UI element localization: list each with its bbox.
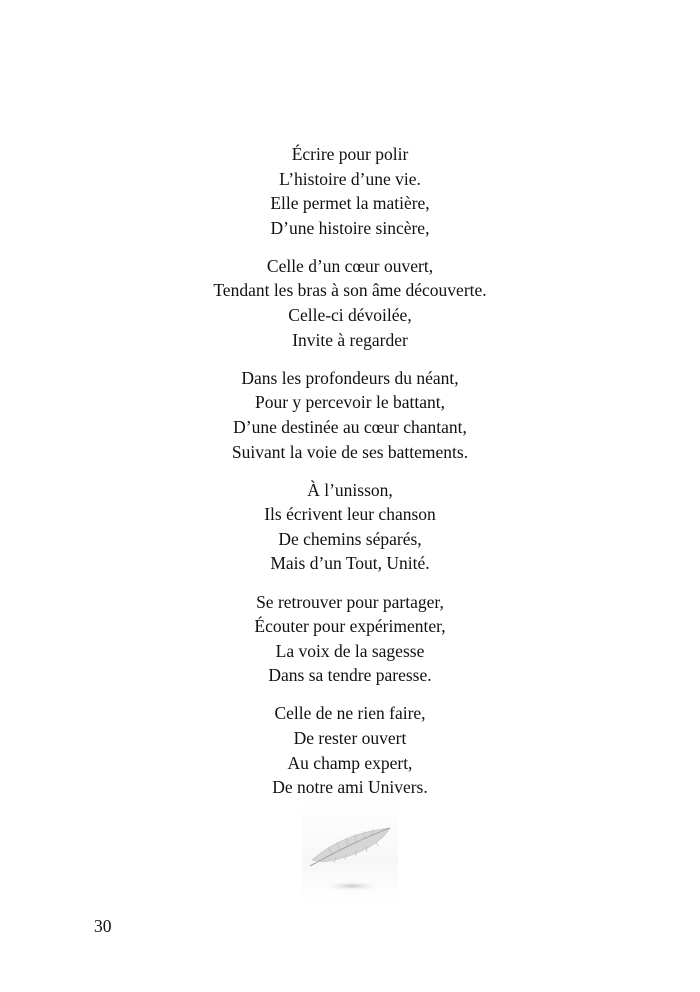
poem-line: Celle de ne rien faire, (274, 703, 426, 724)
poem-line: À l’unisson, (307, 479, 393, 500)
feather-icon (302, 802, 398, 902)
stanza (0, 366, 700, 464)
poem-line: Mais d’un Tout, Unité. (270, 553, 430, 574)
stanza (0, 478, 700, 576)
poem-line: Suivant la voie de ses battements. (231, 441, 469, 462)
poem-line: Au champ expert, (287, 752, 413, 773)
poem-line: Celle-ci dévoilée, (288, 305, 412, 326)
poem-line: De rester ouvert (293, 727, 407, 748)
poem-line: L’histoire d’une vie. (279, 168, 421, 189)
poem (0, 142, 700, 813)
page-number: 30 (94, 916, 112, 936)
poem-line: De notre ami Univers. (272, 777, 428, 798)
poem-line: De chemins séparés, (278, 528, 422, 549)
poem-line: D’une histoire sincère, (270, 217, 430, 238)
poem-line: Invite à regarder (292, 329, 408, 350)
stanza (0, 590, 700, 688)
poem-line: Dans les profondeurs du néant, (241, 367, 459, 388)
poem-line: Ils écrivent leur chanson (264, 504, 436, 525)
poem-line: Écouter pour expérimenter, (254, 616, 446, 637)
poem-line: Dans sa tendre paresse. (268, 665, 432, 686)
stanza (0, 142, 700, 240)
stanza (0, 701, 700, 799)
stanza (0, 254, 700, 352)
poem-line: Pour y percevoir le battant, (254, 392, 445, 413)
poem-line: D’une destinée au cœur chantant, (233, 416, 467, 437)
poem-line: Se retrouver pour partager, (256, 591, 444, 612)
poem-line: Celle d’un cœur ouvert, (266, 255, 434, 276)
poem-line: Écrire pour polir (291, 144, 409, 164)
poem-line: Tendant les bras à son âme découverte. (213, 280, 487, 301)
poem-line: Elle permet la matière, (270, 193, 430, 214)
poem-line: La voix de la sagesse (275, 640, 425, 661)
